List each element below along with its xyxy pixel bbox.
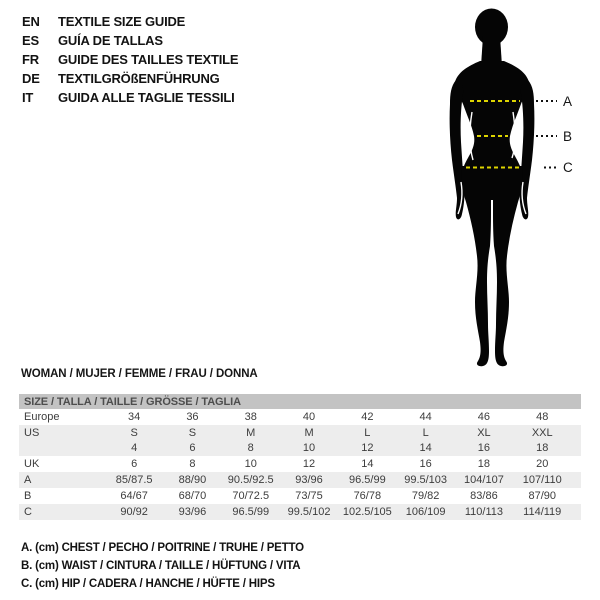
lang-code: FR — [22, 52, 39, 67]
language-title-block — [22, 12, 238, 107]
table-cell: 6 — [131, 458, 138, 471]
table-cell: S — [130, 426, 138, 439]
table-row — [19, 456, 581, 472]
table-cell: L — [364, 426, 371, 439]
table-cell: 4 — [131, 442, 138, 455]
row-label: A — [24, 474, 32, 487]
table-cell: 64/67 — [120, 489, 148, 502]
table-cell: 20 — [536, 458, 549, 471]
table-cell: 46 — [477, 410, 491, 423]
table-row — [19, 504, 581, 520]
table-cell: 96.5/99 — [232, 505, 270, 518]
table-cell: 16 — [477, 442, 491, 455]
legend-line-hip: C. (cm) HIP / CADERA / HANCHE / HÜFTE / HIPS — [21, 578, 275, 590]
table-cell: 107/110 — [522, 474, 562, 487]
table-cell: L — [422, 426, 429, 439]
table-row — [19, 488, 581, 504]
table-cell: 8 — [247, 442, 254, 455]
table-cell: 114/119 — [523, 505, 562, 518]
measurement-legend — [21, 542, 304, 596]
table-title: WOMAN / MUJER / FEMME / FRAU / DONNA — [21, 368, 258, 380]
table-cell: 110/113 — [464, 505, 503, 518]
table-cell: M — [246, 426, 256, 439]
lang-label: TEXTILE SIZE GUIDE — [58, 14, 186, 29]
table-cell: 8 — [189, 458, 196, 471]
table-cell: 48 — [536, 410, 549, 423]
table-cell: 76/78 — [353, 489, 382, 502]
lang-row-it — [22, 88, 238, 107]
table-cell: 104/107 — [464, 474, 504, 487]
table-cell: 12 — [361, 442, 374, 455]
row-label: UK — [24, 458, 40, 471]
table-cell: M — [304, 426, 314, 439]
table-cell: XXL — [531, 426, 553, 439]
lang-code: EN — [22, 14, 40, 29]
size-table-rows — [19, 409, 581, 520]
table-cell: 73/75 — [295, 489, 323, 502]
table-cell: 36 — [186, 410, 199, 423]
lang-label: GUIDA ALLE TAGLIE TESSILI — [58, 90, 235, 105]
table-cell: 44 — [419, 410, 432, 423]
table-cell: 18 — [536, 442, 549, 455]
table-cell: 102.5/105 — [342, 505, 392, 518]
measurement-figure — [420, 0, 600, 380]
table-cell: 99.5/103 — [404, 474, 448, 487]
lang-label: TEXTILGRÖßENFÜHRUNG — [58, 71, 220, 86]
size-table-header: SIZE / TALLA / TAILLE / GRÖSSE / TAGLIA — [19, 394, 581, 409]
table-cell: 42 — [361, 410, 374, 423]
table-cell: 83/86 — [470, 489, 498, 502]
woman-silhouette-icon — [420, 0, 600, 380]
table-cell: 10 — [244, 458, 257, 471]
table-cell: 40 — [302, 410, 316, 423]
lang-row-en — [22, 12, 238, 31]
lang-row-es — [22, 31, 238, 50]
table-cell: 106/109 — [405, 505, 446, 518]
table-cell: 99.5/102 — [287, 505, 331, 518]
table-cell: 79/82 — [411, 489, 440, 502]
row-label: Europe — [24, 410, 60, 423]
table-cell: XL — [477, 426, 491, 439]
table-cell: 90/92 — [120, 505, 148, 518]
legend-line-waist: B. (cm) WAIST / CINTURA / TAILLE / HÜFTUNG / VITA — [21, 560, 301, 572]
lang-code: IT — [22, 90, 34, 105]
table-cell: 93/96 — [295, 474, 323, 487]
table-cell: S — [188, 426, 197, 439]
lang-row-de — [22, 69, 238, 88]
legend-line-chest: A. (cm) CHEST / PECHO / POITRINE / TRUHE / PETTO — [21, 542, 304, 554]
row-label: B — [24, 489, 32, 502]
table-row — [19, 409, 581, 425]
marker-label-a: A — [563, 94, 573, 109]
table-cell: 14 — [361, 458, 374, 471]
marker-label-c: C — [563, 160, 573, 175]
lang-code: ES — [22, 33, 39, 48]
table-row — [19, 425, 581, 441]
size-table — [19, 394, 581, 520]
table-cell: 96.5/99 — [348, 474, 386, 487]
table-cell: 34 — [128, 410, 141, 423]
table-row — [19, 472, 581, 488]
table-cell: 12 — [302, 458, 316, 471]
row-label: US — [24, 426, 40, 439]
marker-label-b: B — [563, 129, 573, 144]
table-cell: 14 — [419, 442, 432, 455]
table-cell: 88/90 — [178, 474, 207, 487]
table-cell: 68/70 — [178, 489, 207, 502]
table-cell: 85/87.5 — [115, 474, 153, 487]
row-label: C — [24, 505, 32, 518]
lang-row-fr — [22, 50, 238, 69]
table-cell: 90.5/92.5 — [227, 474, 274, 487]
table-cell: 87/90 — [528, 489, 556, 502]
table-cell: 38 — [244, 410, 257, 423]
table-cell: 10 — [302, 442, 316, 455]
lang-label: GUÍA DE TALLAS — [58, 33, 163, 48]
table-cell: 16 — [419, 458, 432, 471]
lang-code: DE — [22, 71, 40, 86]
table-cell: 70/72.5 — [232, 489, 270, 502]
table-cell: 93/96 — [178, 505, 207, 518]
table-cell: 18 — [477, 458, 491, 471]
lang-label: GUIDE DES TAILLES TEXTILE — [58, 52, 239, 67]
table-cell: 6 — [189, 442, 196, 455]
table-row — [19, 441, 581, 457]
